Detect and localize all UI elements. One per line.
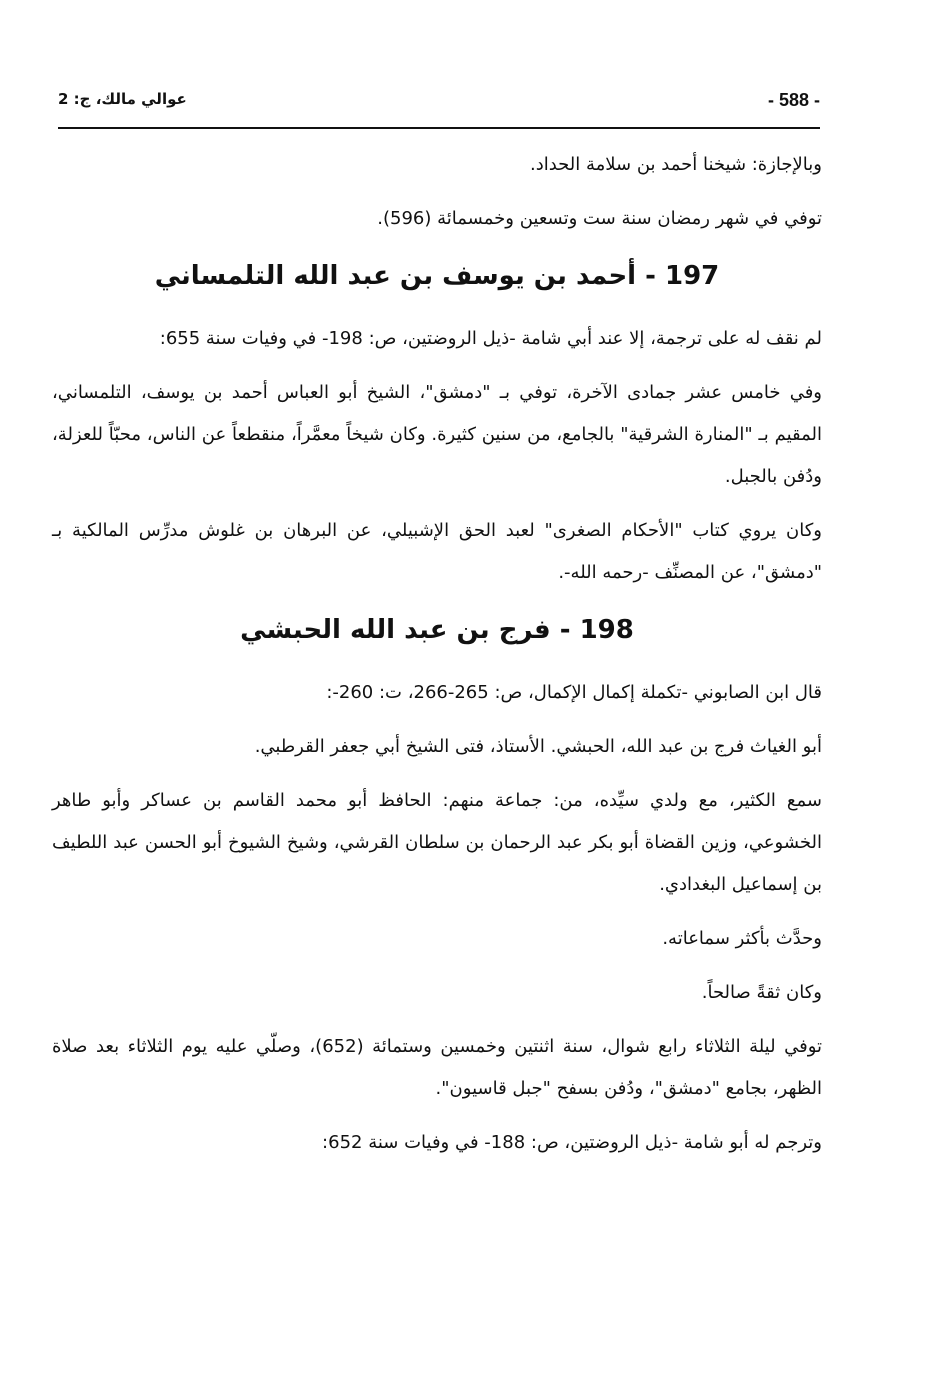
paragraph-abu-shama-652: وترجم له أبو شامة -ذيل الروضتين، ص: 188- في وفيات سنة 652: — [322, 1132, 822, 1153]
page-body — [52, 144, 822, 1176]
running-title: عوالي مالك، ج: 2 — [58, 90, 187, 108]
header-rule — [58, 127, 820, 129]
paragraph-teachers: سمع الكثير، مع ولدي سيِّده، من: جماعة منهم: الحافظ أبو محمد القاسم بن عساكر وأبو طاهر الخشوعي، وزين القضاة أبو بكر عبد الرحمان بن سلطان القرشي، وشيخ الشيوخ أبو الحسن عبد اللطيف بن إسماعيل البغدادي. — [52, 790, 822, 895]
paragraph-narrated: وحدَّث بأكثر سماعاته. — [662, 928, 822, 949]
paragraph-narration: وكان يروي كتاب "الأحكام الصغرى" لعبد الحق الإشبيلي، عن البرهان بن غلوش مدرِّس المالكية بـ "دمشق"، عن المصنِّف -رحمه الله-. — [52, 520, 822, 583]
page-number: - 588 - — [767, 90, 820, 110]
entry-heading-197: 197 - أحمد بن يوسف بن عبد الله التلمساني — [154, 261, 720, 291]
entry-heading-198: 198 - فرج بن عبد الله الحبشي — [240, 615, 634, 645]
paragraph-name: أبو الغياث فرج بن عبد الله، الحبشي. الأستاذ، فتى الشيخ أبي جعفر القرطبي. — [254, 736, 822, 757]
paragraph-source-abu-shama: لم نقف له على ترجمة، إلا عند أبي شامة -ذيل الروضتين، ص: 198- في وفيات سنة 655: — [159, 328, 822, 349]
paragraph-death-652: توفي ليلة الثلاثاء رابع شوال، سنة اثنتين وخمسين وستمائة (652)، وصلّي عليه يوم الثلاثاء بعد صلاة الظهر، بجامع "دمشق"، ودُفن بسفح "جبل قاسيون". — [52, 1036, 823, 1099]
paragraph-ijaza: وبالإجازة: شيخنا أحمد بن سلامة الحداد. — [529, 154, 822, 175]
page-header — [58, 88, 820, 120]
paragraph-source-sabuni: قال ابن الصابوني -تكملة إكمال الإكمال، ص: 265-266، ت: 260-: — [326, 682, 822, 703]
paragraph-death-596: توفي في شهر رمضان سنة ست وتسعين وخمسمائة (596). — [377, 208, 822, 229]
paragraph-trustworthy: وكان ثقةً صالحاً. — [701, 982, 822, 1003]
paragraph-death-account: وفي خامس عشر جمادى الآخرة، توفي بـ "دمشق"، الشيخ أبو العباس أحمد بن يوسف، التلمساني، المقيم بـ "المنارة الشرقية" بالجامع، من سنين كثيرة. وكان شيخاً معمَّراً، منقطعاً عن الناس، محبّاً للعزلة، ودُفن بالجبل. — [52, 382, 822, 487]
